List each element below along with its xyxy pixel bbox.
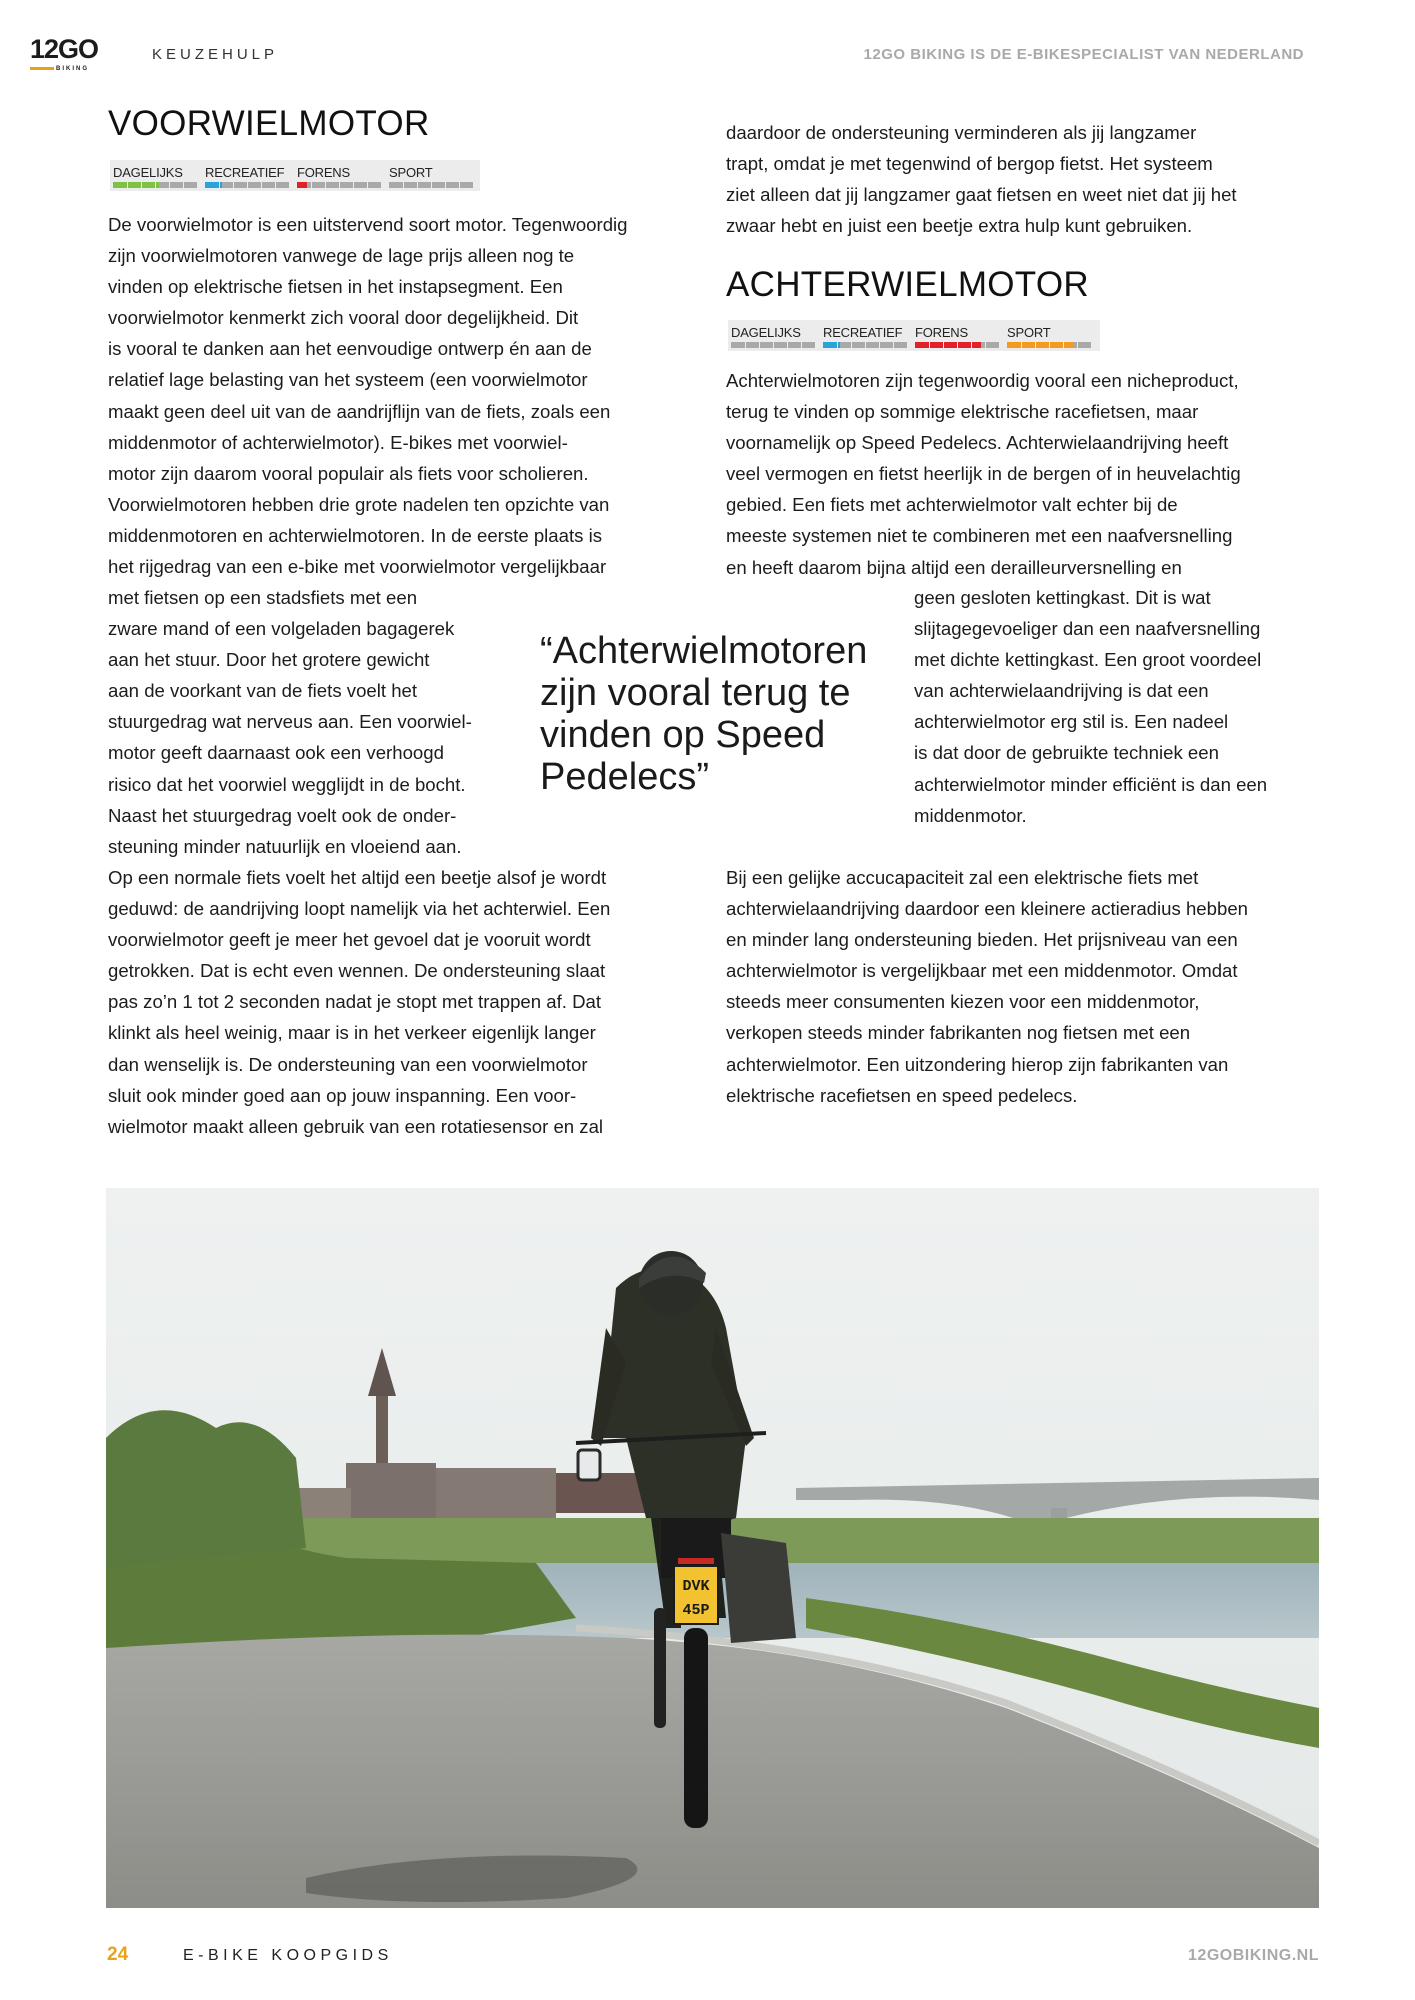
rating-label-forens: FORENS [297, 165, 350, 180]
text-line: steeds meer consumenten kiezen voor een middenmotor, [726, 991, 1200, 1013]
rating-tick [943, 342, 944, 348]
rating-tick [985, 342, 986, 348]
rating-track-recreatief [205, 182, 289, 188]
rating-fill-dagelijks [113, 182, 159, 188]
text-line: dan wenselijk is. De ondersteuning van een voorwielmotor [108, 1053, 588, 1075]
text-line: en heeft daarom bijna altijd een derailleurversnelling en [726, 556, 1182, 578]
rating-tick [1049, 342, 1050, 348]
text-line: meeste systemen niet te combineren met een naafversnelling [726, 525, 1233, 547]
rating-tick [1035, 342, 1036, 348]
text-line: achterwielmotor is vergelijkbaar met een middenmotor. Omdat [726, 960, 1238, 982]
quote-line: vinden op Speed [540, 714, 826, 756]
paragraph-voorwielmotor-continued [108, 862, 610, 1142]
text-line: geen gesloten kettingkast. Dit is wat [914, 587, 1211, 608]
text-line: verkopen steeds minder fabrikanten nog fietsen met een [726, 1022, 1191, 1044]
rating-tick [1021, 342, 1022, 348]
rating-tick [353, 182, 354, 188]
text-line: Voorwielmotoren hebben drie grote nadelen ten opzichte van [108, 493, 610, 515]
rating-tick [1077, 342, 1078, 348]
text-line: middenmotor. [914, 804, 1027, 826]
text-line: sluit ook minder goed aan op jouw inspanning. Een voor- [108, 1084, 577, 1106]
text-line: steuning minder natuurlijk en vloeiend aan. [108, 835, 462, 857]
text-line: wielmotor maakt alleen gebruik van een rotatiesensor en zal [108, 1115, 604, 1137]
rating-track-sport [389, 182, 473, 188]
logo-subtext: BIKING [56, 66, 89, 72]
text-line: voornamelijk op Speed Pedelecs. Achterwielaandrijving heeft [726, 432, 1229, 454]
logo-accent-bar [30, 67, 54, 70]
quote-line: zijn vooral terug te [540, 672, 851, 714]
rating-tick [759, 342, 760, 348]
header-tagline: 12GO BIKING IS DE E-BIKESPECIALIST VAN NEDERLAND [863, 46, 1304, 63]
rating-tick [879, 342, 880, 348]
rating-tick [311, 182, 312, 188]
text-line: Naast het stuurgedrag voelt ook de onder- [108, 804, 457, 826]
text-line: voorwielmotor geeft je meer het gevoel dat je vooruit wordt [108, 929, 591, 951]
text-line: het rijgedrag van een e-bike met voorwielmotor vergelijkbaar [108, 556, 607, 578]
logo-text: 12GO [30, 34, 99, 64]
rating-tick [431, 182, 432, 188]
text-line: relatief lage belasting van het systeem (een voorwielmotor [108, 369, 588, 391]
text-line: is vooral te danken aan het eenvoudige ontwerp én aan de [108, 338, 592, 360]
rating-label-dagelijks: DAGELIJKS [113, 165, 183, 180]
rating-tick [403, 182, 404, 188]
text-line: achterwielaandrijving daardoor een kleinere actieradius hebben [726, 898, 1248, 920]
rating-tick [367, 182, 368, 188]
heading-achterwielmotor: ACHTERWIELMOTOR [726, 265, 1089, 304]
text-line: geduwd: de aandrijving loopt namelijk via het achterwiel. Een [108, 898, 611, 920]
paragraph-achterwielmotor-intro [726, 365, 1241, 583]
text-line: maakt geen deel uit van de aandrijflijn van de fiets, zoals een [108, 400, 611, 422]
text-line: pas zo’n 1 tot 2 seconden nadat je stopt met trappen af. Dat [108, 991, 602, 1013]
rating-tick [971, 342, 972, 348]
rating-label-dagelijks: DAGELIJKS [731, 325, 801, 340]
plate-line-1: DVK [682, 1578, 710, 1595]
text-line: en minder lang ondersteuning bieden. Het prijsniveau van een [726, 929, 1238, 951]
text-line: met fietsen op een stadsfiets met een [108, 587, 418, 608]
text-line: zware mand of een volgeladen bagagerek [108, 618, 455, 640]
rating-track-recreatief [823, 342, 907, 348]
text-line: vinden op elektrische fietsen in het instapsegment. Een [108, 276, 563, 298]
rating-tick [893, 342, 894, 348]
section-label: KEUZEHULP [152, 46, 279, 63]
rating-tick [247, 182, 248, 188]
rating-tick [417, 182, 418, 188]
rating-tick [445, 182, 446, 188]
rating-tick [851, 342, 852, 348]
rating-tick [339, 182, 340, 188]
rating-label-sport: SPORT [389, 165, 433, 180]
text-line: stuurgedrag wat nerveus aan. Een voorwiel- [108, 711, 472, 733]
text-line: aan de voorkant van de fiets voelt het [108, 680, 418, 702]
text-line: achterwielmotor erg stil is. Een nadeel [914, 711, 1229, 733]
rating-tick [745, 342, 746, 348]
rating-label-sport: SPORT [1007, 325, 1051, 340]
paragraph-achterwielmotor-continued [726, 862, 1248, 1111]
paragraph-voorwielmotor-narrow [108, 582, 472, 862]
pull-quote [540, 630, 867, 798]
quote-line: “Achterwielmotoren [540, 630, 868, 672]
usage-rating-voorwielmotor [110, 160, 480, 191]
text-line: ziet alleen dat jij langzamer gaat fietsen en weet niet dat jij het [726, 184, 1237, 206]
rating-tick [127, 182, 128, 188]
text-line: achterwielmotor minder efficiënt is dan een [914, 773, 1268, 795]
rating-tick [233, 182, 234, 188]
rating-tick [459, 182, 460, 188]
rating-tick [865, 342, 866, 348]
rating-track-sport [1007, 342, 1091, 348]
rating-track-forens [915, 342, 999, 348]
rating-fill-forens [297, 182, 307, 188]
publication-title: E-BIKE KOOPGIDS [183, 1947, 393, 1964]
text-line: middenmotoren en achterwielmotoren. In de eerste plaats is [108, 524, 603, 546]
page-number: 24 [107, 1944, 129, 1965]
rating-tick [169, 182, 170, 188]
rating-tick [801, 342, 802, 348]
rating-tick [325, 182, 326, 188]
rating-tick [837, 342, 838, 348]
text-line: De voorwielmotor is een uitstervend soort motor. Tegenwoordig [108, 214, 628, 235]
usage-rating-achterwielmotor [728, 320, 1100, 351]
text-line: motor geeft daarnaast ook een verhoogd [108, 742, 444, 764]
heading-voorwielmotor: VOORWIELMOTOR [108, 104, 430, 143]
text-line: aan het stuur. Door het grotere gewicht [108, 649, 430, 671]
text-line: gebied. Een fiets met achterwielmotor valt echter bij de [726, 494, 1178, 516]
text-line: Bij een gelijke accucapaciteit zal een elektrische fiets met [726, 867, 1199, 888]
paragraph-voorwielmotor-intro [108, 209, 628, 582]
rating-track-forens [297, 182, 381, 188]
rating-label-forens: FORENS [915, 325, 968, 340]
rating-tick [929, 342, 930, 348]
plate-line-2: 45P [682, 1602, 710, 1619]
rating-tick [261, 182, 262, 188]
brand-logo[interactable] [30, 34, 102, 74]
text-line: Achterwielmotoren zijn tegenwoordig vooral een nicheproduct, [726, 370, 1239, 391]
text-line: terug te vinden op sommige elektrische racefietsen, maar [726, 401, 1199, 423]
text-line: is dat door de gebruikte techniek een [914, 742, 1219, 764]
rating-tick [773, 342, 774, 348]
text-line: klinkt als heel weinig, maar is in het verkeer eigenlijk langer [108, 1022, 596, 1044]
text-line: zwaar hebt en juist een beetje extra hulp kunt gebruiken. [726, 215, 1193, 237]
text-line: van achterwielaandrijving is dat een [914, 680, 1209, 702]
rating-tick [155, 182, 156, 188]
text-line: met dichte kettingkast. Een groot voordeel [914, 649, 1262, 671]
paragraph-achterwielmotor-narrow [914, 582, 1267, 831]
rating-tick [183, 182, 184, 188]
rating-tick [275, 182, 276, 188]
text-line: trapt, omdat je met tegenwind of bergop fietst. Het systeem [726, 153, 1213, 175]
text-line: achterwielmotor. Een uitzondering hierop zijn fabrikanten van [726, 1053, 1229, 1075]
text-line: risico dat het voorwiel wegglijdt in de bocht. [108, 773, 466, 795]
rating-tick [219, 182, 220, 188]
paragraph-voorwielmotor-end [726, 117, 1237, 241]
quote-line: Pedelecs” [540, 756, 709, 798]
rating-tick [1063, 342, 1064, 348]
text-line: voorwielmotor kenmerkt zich vooral door degelijkheid. Dit [108, 307, 579, 329]
text-line: daardoor de ondersteuning verminderen als jij langzamer [726, 122, 1197, 143]
rating-tick [141, 182, 142, 188]
rating-tick [957, 342, 958, 348]
text-line: motor zijn daarom vooral populair als fiets voor scholieren. [108, 462, 589, 484]
text-line: getrokken. Dat is echt even wennen. De ondersteuning slaat [108, 960, 606, 982]
rating-track-dagelijks [113, 182, 197, 188]
rating-label-recreatief: RECREATIEF [205, 165, 285, 180]
text-line: elektrische racefietsen en speed pedelecs. [726, 1084, 1078, 1106]
text-line: middenmotor of achterwielmotor). E-bikes met voorwiel- [108, 431, 568, 453]
rating-tick [787, 342, 788, 348]
text-line: slijtagegevoeliger dan een naafversnelling [914, 618, 1261, 640]
text-line: Op een normale fiets voelt het altijd een beetje alsof je wordt [108, 867, 607, 888]
rating-label-recreatief: RECREATIEF [823, 325, 903, 340]
text-line: veel vermogen en fietst heerlijk in de bergen of in heuvelachtig [726, 463, 1241, 485]
text-line: zijn voorwielmotoren vanwege de lage prijs alleen nog te [108, 245, 575, 267]
rating-track-dagelijks [731, 342, 815, 348]
website-link[interactable]: 12GOBIKING.NL [1188, 1947, 1319, 1964]
cyclist-photo [106, 1188, 1319, 1908]
